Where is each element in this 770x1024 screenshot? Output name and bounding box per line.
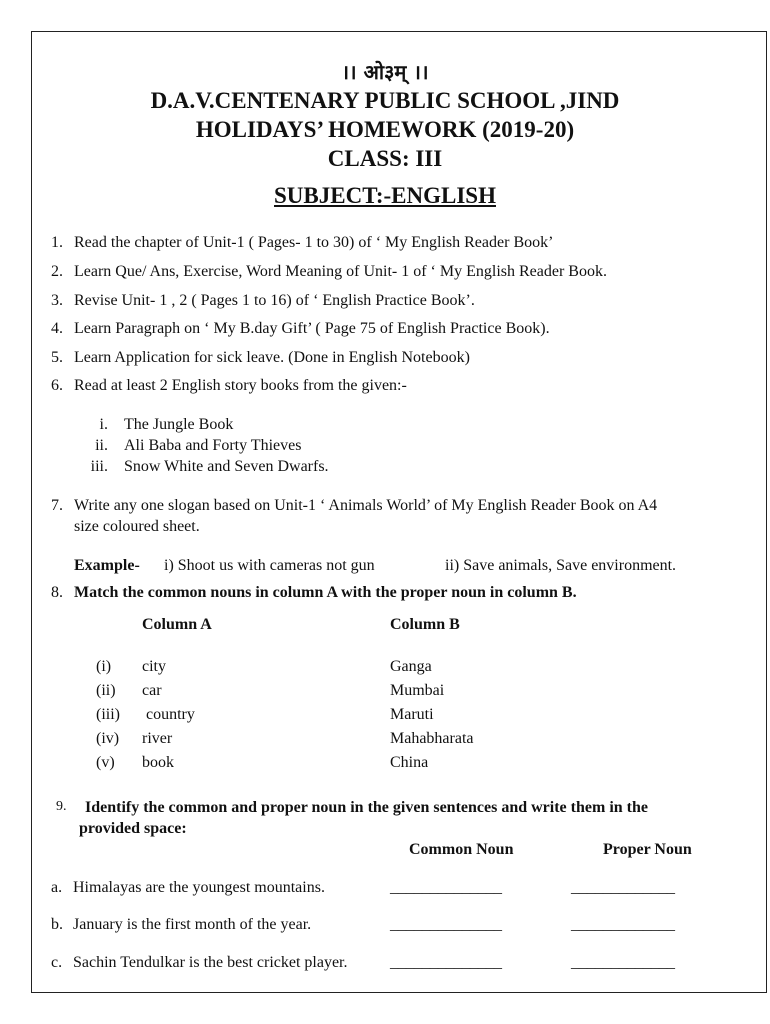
match-row-number: (iii) bbox=[96, 706, 120, 723]
task-number: 7. bbox=[51, 497, 63, 514]
common-noun-blank[interactable]: ______________ bbox=[390, 954, 502, 971]
task-text: Read the chapter of Unit-1 ( Pages- 1 to 30) of ‘ My English Reader Book’ bbox=[74, 234, 554, 251]
book-number: ii. bbox=[95, 437, 108, 454]
task-text: Learn Application for sick leave. (Done in English Notebook) bbox=[74, 349, 470, 366]
book-title: Snow White and Seven Dwarfs. bbox=[124, 458, 329, 475]
common-noun-blank[interactable]: ______________ bbox=[390, 879, 502, 896]
subject-heading: SUBJECT:-ENGLISH bbox=[274, 183, 496, 208]
task-number: 6. bbox=[51, 377, 63, 394]
proper-noun-header: Proper Noun bbox=[603, 841, 692, 858]
book-number: i. bbox=[99, 416, 108, 433]
column-a-header: Column A bbox=[142, 616, 212, 633]
match-row-number: (iv) bbox=[96, 730, 120, 747]
common-noun-header: Common Noun bbox=[409, 841, 514, 858]
common-noun: car bbox=[142, 682, 162, 699]
example-label: Example- bbox=[74, 557, 140, 574]
proper-noun-blank[interactable]: _____________ bbox=[571, 916, 675, 933]
task7-text-cont: size coloured sheet. bbox=[74, 518, 200, 535]
task-number: 9. bbox=[56, 799, 67, 814]
class-label: CLASS: III bbox=[327, 146, 443, 171]
proper-noun: Maruti bbox=[390, 706, 434, 723]
match-row-number: (ii) bbox=[96, 682, 116, 699]
proper-noun: China bbox=[390, 754, 429, 771]
common-noun: book bbox=[142, 754, 174, 771]
column-b-header: Column B bbox=[390, 616, 460, 633]
task-text: Revise Unit- 1 , 2 ( Pages 1 to 16) of ‘ English Practice Book’. bbox=[74, 292, 475, 309]
task-number: 1. bbox=[51, 234, 63, 251]
task-number: 5. bbox=[51, 349, 63, 366]
homework-title: HOLIDAYS’ HOMEWORK (2019-20) bbox=[195, 117, 575, 142]
proper-noun: Mahabharata bbox=[390, 730, 474, 747]
task-number: 8. bbox=[51, 584, 63, 601]
task-text: Read at least 2 English story books from the given:- bbox=[74, 377, 407, 394]
task9-text-cont: provided space: bbox=[79, 820, 187, 837]
invocation: ।। ओ३म् ।। bbox=[341, 60, 429, 84]
task-number: 2. bbox=[51, 263, 63, 280]
match-row-number: (v) bbox=[96, 754, 115, 771]
example-slogan-1: i) Shoot us with cameras not gun bbox=[164, 557, 375, 574]
task-text: Learn Paragraph on ‘ My B.day Gift’ ( Page 75 of English Practice Book). bbox=[74, 320, 550, 337]
sentence-text: January is the first month of the year. bbox=[73, 916, 312, 933]
task-number: 4. bbox=[51, 320, 63, 337]
proper-noun-blank[interactable]: _____________ bbox=[571, 879, 675, 896]
sentence-text: Sachin Tendulkar is the best cricket player. bbox=[73, 954, 348, 971]
sentence-text: Himalayas are the youngest mountains. bbox=[73, 879, 325, 896]
book-title: Ali Baba and Forty Thieves bbox=[124, 437, 302, 454]
book-number: iii. bbox=[90, 458, 108, 475]
sentence-letter: c. bbox=[51, 954, 63, 971]
common-noun: river bbox=[142, 730, 173, 747]
task-number: 3. bbox=[51, 292, 63, 309]
common-noun: city bbox=[142, 658, 166, 675]
sentence-letter: a. bbox=[51, 879, 63, 896]
proper-noun: Mumbai bbox=[390, 682, 445, 699]
proper-noun-blank[interactable]: _____________ bbox=[571, 954, 675, 971]
proper-noun: Ganga bbox=[390, 658, 432, 675]
school-name: D.A.V.CENTENARY PUBLIC SCHOOL ,JIND bbox=[150, 88, 620, 113]
task9-text: Identify the common and proper noun in the given sentences and write them in the bbox=[85, 799, 648, 816]
common-noun-blank[interactable]: ______________ bbox=[390, 916, 502, 933]
task7-text: Write any one slogan based on Unit-1 ‘ Animals World’ of My English Reader Book on A4 bbox=[74, 497, 658, 514]
match-row-number: (i) bbox=[96, 658, 112, 675]
task-text: Learn Que/ Ans, Exercise, Word Meaning of Unit- 1 of ‘ My English Reader Book. bbox=[74, 263, 607, 280]
sentence-letter: b. bbox=[51, 916, 63, 933]
task8-text: Match the common nouns in column A with the proper noun in column B. bbox=[74, 584, 577, 601]
example-slogan-2: ii) Save animals, Save environment. bbox=[445, 557, 677, 574]
common-noun: country bbox=[142, 706, 195, 723]
book-title: The Jungle Book bbox=[124, 416, 234, 433]
